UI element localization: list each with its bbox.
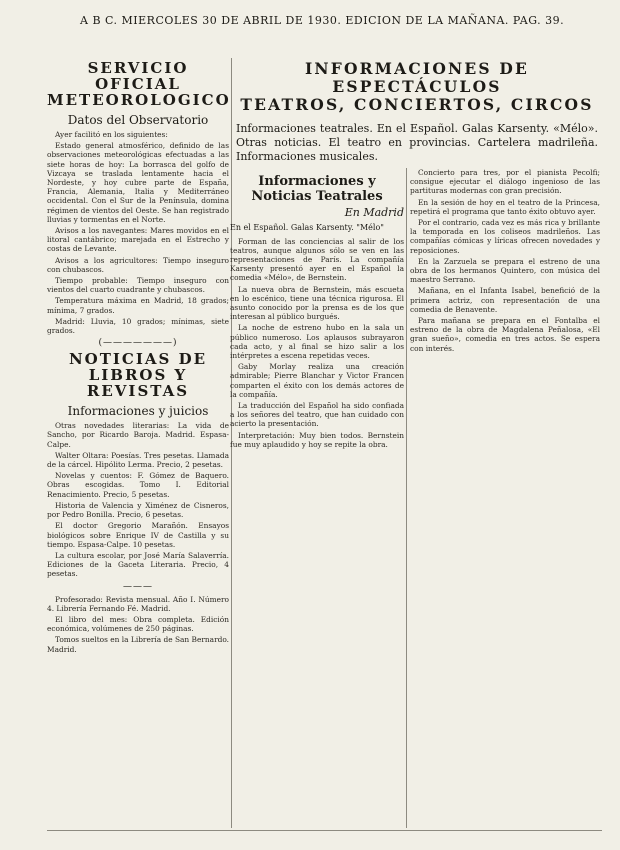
- section-ornament: (———————): [98, 338, 178, 349]
- theatre-paragraph: Interpretación: Muy bien todos. Bernstein fue muy aplaudido y hoy se repite la obra.: [230, 430, 404, 449]
- theatre-news-heading: Informaciones y Noticias Teatrales: [251, 174, 383, 204]
- books-section-title: NOTICIAS DE LIBROS Y REVISTAS: [68, 350, 208, 401]
- theatre-news-column-2: [410, 168, 600, 355]
- books-paragraph: El libro del mes: Obra completa. Edición económica, volúmenes de 250 páginas.: [47, 614, 229, 634]
- books-paragraph: Walter Oltara: Poesías. Tres pesetas. Llamada de la cárcel. Hipólito Lerma. Precio, 2 pesetas.: [47, 450, 229, 470]
- theatre-paragraph: En la sesión de hoy en el teatro de la Princesa, repetirá el programa que tanto éxito obtuvo ayer.: [410, 197, 600, 216]
- theatre-paragraph: La nueva obra de Bernstein, más escueta en lo escénico, tiene una técnica rigurosa. El asunto conocido por la prensa es de los que interesan al público burgués.: [230, 284, 404, 322]
- weather-paragraph: Ayer facilitó en los siguientes:: [55, 130, 168, 139]
- books-paragraph: Tomos sueltos en la Librería de San Bernardo. Madrid.: [47, 635, 229, 654]
- theatre-paragraph: Forman de las conciencias al salir de los teatros, aunque algunos sólo se ven en las representaciones de París. La compañía Karsenty presentó ayer en el Español la comedia «Mélo», de Bernstein.: [230, 236, 404, 283]
- books-paragraph: La cultura escolar, por José María Salaverría. Ediciones de la Gaceta Literaria. Precio, 4 pesetas.: [47, 550, 229, 579]
- theatre-paragraph: En la Zarzuela se prepara el estreno de una obra de los hermanos Quintero, con música del maestro Serrano.: [410, 256, 600, 285]
- books-paragraph: Novelas y cuentos: F. Gómez de Baquero. Obras escogidas. Tomo I. Editorial Renacimiento. Precio, 5 pesetas.: [47, 471, 229, 499]
- theatre-news-intro: En el Español. Galas Karsenty. "Mélo": [230, 223, 384, 232]
- left-column: [47, 60, 229, 656]
- theatre-paragraph: La noche de estreno hubo en la sala un público numeroso. Los aplausos subrayaron cada acto, y al final se hizo salir a los intérpretes a escena repetidas veces.: [230, 323, 404, 361]
- books-paragraph: Historia de Valencia y Ximénez de Cisneros, por Pedro Bonilla. Precio, 6 pesetas.: [47, 500, 229, 520]
- books-paragraph: Otras novedades literarias: La vida de Sancho, por Ricardo Baroja. Madrid. Espasa-Calpe.: [47, 421, 229, 449]
- weather-paragraph: Tiempo probable: Tiempo inseguro con vientos del cuarto cuadrante y chubascos.: [47, 276, 229, 295]
- column-divider-middle: [406, 168, 407, 828]
- theatre-paragraph: Para mañana se prepara en el Fontalba el estreno de la obra de Magdalena Peñalosa, «El gran sueño», comedia en tres actos. Se espera con interés.: [410, 316, 600, 353]
- books-paragraph: El doctor Gregorio Marañón. Ensayos biológicos sobre Enrique IV de Castilla y su tiempo. Espasa-Calpe. 10 pesetas.: [47, 521, 229, 549]
- entertainment-title-line1: INFORMACIONES DE ESPECTÁCULOS: [304, 59, 530, 96]
- theatre-paragraph: Mañana, en el Infanta Isabel, benefició de la primera actriz, con representación de una comedia de Benavente.: [410, 286, 600, 314]
- entertainment-title-line2: TEATROS, CONCIERTOS, CIRCOS: [240, 95, 594, 114]
- weather-paragraph: Temperatura máxima en Madrid, 18 grados; mínima, 7 grados.: [47, 296, 229, 315]
- weather-section-title: SERVICIO OFICIAL METEOROLOGICO: [47, 59, 231, 109]
- theatre-paragraph: Por el contrario, cada vez es más rica y brillante la temporada en los coliseos madrileños. Las compañías cómicas y líricas ofrecen novedades y reposiciones.: [410, 218, 600, 255]
- weather-paragraph: Estado general atmosférico, definido de las observaciones meteorológicas efectuadas a las siete horas de hoy: La borrasca del golfo de Vizcaya se traslada lentamente hacia el Nordeste, y hoy cubre parte de España, Francia, Alemania, Italia y Mediterráneo occidental. Con el Sur de la Península, domina régimen de vientos del Oeste. Se han registrado lluvias y tormentas en el Norte.: [47, 141, 229, 224]
- theatre-paragraph: Concierto para tres, por el pianista Pecolfi; consigue ejecutar el diálogo ingenioso de las partituras modernas con gran precisión.: [410, 168, 600, 196]
- page-header: A B C. MIERCOLES 30 DE ABRIL DE 1930. EDICION DE LA MAÑANA. PAG. 39.: [80, 14, 565, 27]
- right-column-header: [232, 60, 602, 170]
- weather-paragraph: Avisos a los agricultores: Tiempo inseguro con chubascos.: [47, 255, 229, 274]
- theatre-news-column: [230, 168, 404, 451]
- theatre-paragraph: Gaby Morlay realiza una creación admirable; Pierre Blanchar y Victor Francen comparten el éxito con los demás actores de la compañía.: [230, 362, 404, 399]
- theatre-news-location: En Madrid: [344, 206, 404, 219]
- footer-rule: [47, 830, 602, 831]
- books-paragraph: Profesorado: Revista mensual. Año I. Número 4. Librería Fernando Fé. Madrid.: [47, 594, 229, 613]
- books-rule: ———: [123, 581, 153, 592]
- weather-paragraph: Madrid: Lluvia, 10 grados; mínimas, siete grados.: [47, 316, 229, 336]
- entertainment-lead: Informaciones teatrales. En el Español. Galas Karsenty. «Mélo». Otras noticias. El teatro en provincias. Cartelera madrileña. Informaciones musicales.: [236, 122, 598, 163]
- weather-paragraph: Avisos a los navegantes: Mares movidos en el litoral cantábrico; marejada en el Estrecho y costas de Levante.: [47, 226, 229, 254]
- theatre-paragraph: La traducción del Español ha sido confiada a los señores del teatro, que han cuidado con acierto la presentación.: [230, 401, 404, 429]
- books-subtitle: Informaciones y juicios: [67, 404, 209, 419]
- weather-subtitle: Datos del Observatorio: [67, 113, 209, 127]
